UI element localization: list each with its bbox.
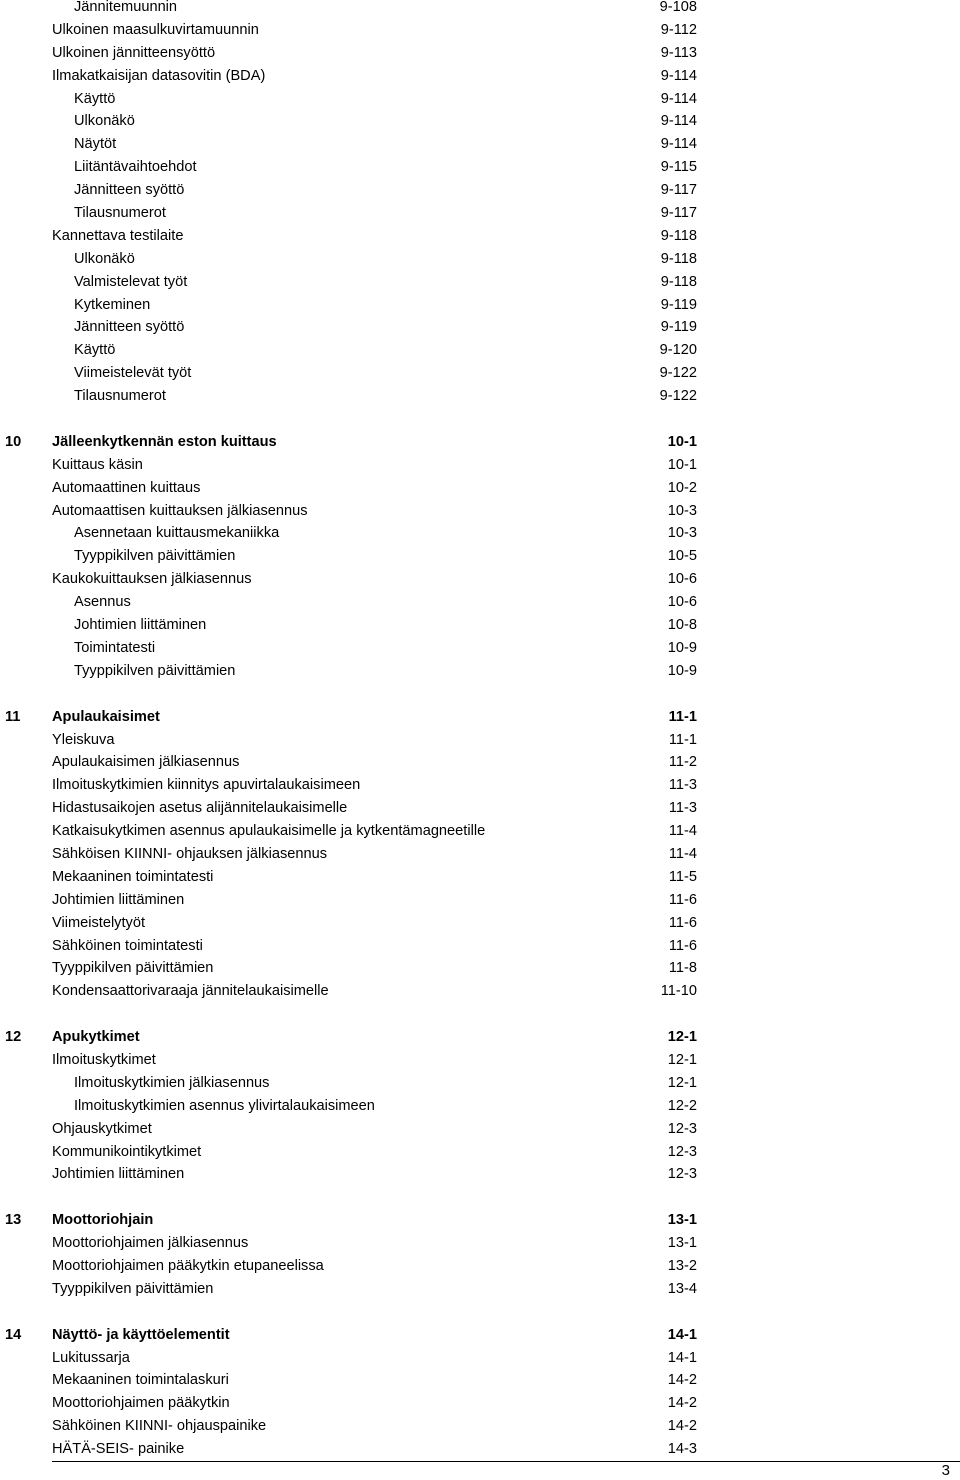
entry-page: 9-118 [660, 227, 697, 244]
entry-page: 11-6 [668, 937, 697, 954]
entry-title: Kaukokuittauksen jälkiasennus [52, 571, 252, 588]
toc-entry-row[interactable] [0, 339, 960, 362]
entry-title: Moottoriohjaimen pääkytkin etupaneelissa [52, 1257, 324, 1274]
entry-title: Kytkeminen [74, 296, 151, 313]
entry-title: Moottoriohjain [52, 1212, 154, 1229]
entry-page: 11-10 [660, 983, 697, 1000]
toc-entry-row[interactable] [0, 1415, 960, 1438]
entry-title: Ulkonäkö [74, 250, 135, 267]
toc-entry-row[interactable] [0, 866, 960, 889]
entry-page: 12-3 [667, 1120, 697, 1137]
toc-entry-row[interactable] [0, 912, 960, 935]
entry-title: Näyttö- ja käyttöelementit [52, 1326, 230, 1343]
section-gap [0, 683, 960, 706]
toc-entry-row[interactable] [0, 248, 960, 271]
entry-page: 10-8 [667, 617, 697, 634]
toc-chapter-row[interactable] [0, 431, 960, 454]
toc-entry-row[interactable] [0, 179, 960, 202]
toc-entry-row[interactable] [0, 1278, 960, 1301]
entry-title: Mekaaninen toimintalaskuri [52, 1372, 229, 1389]
entry-title: Yleiskuva [52, 731, 115, 748]
entry-page: 14-2 [667, 1395, 697, 1412]
section-gap [0, 1301, 960, 1324]
entry-title: Jälleenkytkennän eston kuittaus [52, 433, 277, 450]
entry-page: 10-2 [667, 479, 697, 496]
entry-title: Johtimien liittäminen [74, 617, 207, 634]
entry-title: Johtimien liittäminen [52, 1166, 185, 1183]
entry-page: 9-119 [660, 296, 697, 313]
toc-entry-row[interactable] [0, 156, 960, 179]
toc-entry-row[interactable] [0, 889, 960, 912]
toc-entry-row[interactable] [0, 637, 960, 660]
section-gap [0, 1186, 960, 1209]
entry-title: Ohjauskytkimet [52, 1120, 152, 1137]
toc-entry-row[interactable] [0, 591, 960, 614]
entry-page: 10-5 [667, 548, 697, 565]
toc-entry-row[interactable] [0, 1049, 960, 1072]
entry-title: Kuittaus käsin [52, 456, 143, 473]
entry-title: Automaattinen kuittaus [52, 479, 201, 496]
entry-title: Valmistelevat työt [74, 273, 188, 290]
page-number: 3 [941, 1462, 950, 1479]
entry-title: Tyyppikilven päivittämien [74, 548, 236, 565]
toc-entry-row[interactable] [0, 660, 960, 683]
toc-entry-row[interactable] [0, 957, 960, 980]
entry-page: 10-6 [667, 594, 697, 611]
toc-entry-row[interactable] [0, 477, 960, 500]
entry-page: 9-119 [660, 319, 697, 336]
entry-title: Toimintatesti [74, 639, 156, 656]
entry-title: Jännitteen syöttö [74, 182, 185, 199]
entry-page: 11-8 [668, 960, 697, 977]
entry-page: 14-1 [667, 1349, 697, 1366]
entry-page: 11-6 [668, 914, 697, 931]
toc-entry-row[interactable] [0, 1118, 960, 1141]
toc-entry-row[interactable] [0, 774, 960, 797]
entry-title: Automaattisen kuittauksen jälkiasennus [52, 502, 308, 519]
toc-entry-row[interactable] [0, 202, 960, 225]
entry-title: Moottoriohjaimen pääkytkin [52, 1395, 230, 1412]
toc-entry-row[interactable] [0, 614, 960, 637]
entry-page: 9-108 [659, 0, 697, 15]
toc-entry-row[interactable] [0, 65, 960, 88]
entry-page: 12-1 [667, 1029, 697, 1046]
toc-entry-row[interactable] [0, 1072, 960, 1095]
entry-title: Mekaaninen toimintatesti [52, 868, 214, 885]
entry-page: 11-3 [668, 800, 697, 817]
entry-title: Asennus [74, 594, 131, 611]
entry-page: 9-118 [660, 273, 697, 290]
entry-page: 12-3 [667, 1166, 697, 1183]
toc-entry-row[interactable] [0, 568, 960, 591]
chapter-number: 11 [5, 708, 21, 725]
entry-page: 12-1 [667, 1074, 697, 1091]
entry-title: Tilausnumerot [74, 388, 166, 405]
entry-page: 13-2 [667, 1257, 697, 1274]
entry-title: Hidastusaikojen asetus alijännitelaukaisimelle [52, 800, 348, 817]
toc-entry-row[interactable] [0, 1141, 960, 1164]
entry-page: 9-114 [660, 67, 697, 84]
entry-title: Asennetaan kuittausmekaniikka [74, 525, 280, 542]
entry-title: Ilmakatkaisijan datasovitin (BDA) [52, 67, 266, 84]
toc-chapter-row[interactable] [0, 1209, 960, 1232]
entry-page: 9-112 [660, 21, 697, 38]
toc-chapter-row[interactable] [0, 1324, 960, 1347]
entry-title: Ilmoituskytkimien asennus ylivirtalaukaisimeen [74, 1097, 375, 1114]
entry-page: 9-114 [660, 136, 697, 153]
entry-page: 10-9 [667, 662, 697, 679]
toc-entry-row[interactable] [0, 545, 960, 568]
entry-title: Ilmoituskytkimien jälkiasennus [74, 1074, 270, 1091]
toc-entry-row[interactable] [0, 500, 960, 523]
toc-entry-row[interactable] [0, 316, 960, 339]
toc-entry-row[interactable] [0, 1232, 960, 1255]
entry-page: 11-5 [668, 868, 697, 885]
toc-entry-row[interactable] [0, 1347, 960, 1370]
toc-entry-row[interactable] [0, 385, 960, 408]
entry-page: 11-1 [668, 708, 697, 725]
toc-entry-row[interactable] [0, 980, 960, 1003]
entry-page: 12-1 [667, 1051, 697, 1068]
entry-page: 12-2 [667, 1097, 697, 1114]
entry-title: Kommunikointikytkimet [52, 1143, 202, 1160]
toc-entry-row[interactable] [0, 133, 960, 156]
chapter-number: 12 [5, 1029, 22, 1046]
entry-title: Kannettava testilaite [52, 227, 184, 244]
entry-title: Tyyppikilven päivittämien [52, 960, 214, 977]
entry-title: Tyyppikilven päivittämien [74, 662, 236, 679]
entry-page: 9-115 [660, 159, 697, 176]
toc-entry-row[interactable] [0, 19, 960, 42]
entry-page: 9-114 [660, 90, 697, 107]
entry-title: Ilmoituskytkimien kiinnitys apuvirtalaukaisimeen [52, 777, 361, 794]
toc-entry-row[interactable] [0, 729, 960, 752]
entry-title: Liitäntävaihtoehdot [74, 159, 197, 176]
entry-title: Viimeistelytyöt [52, 914, 145, 931]
entry-title: Sähköinen toimintatesti [52, 937, 203, 954]
entry-page: 11-2 [668, 754, 697, 771]
toc-entry-row[interactable] [0, 0, 960, 19]
entry-title: HÄTÄ-SEIS- painike [52, 1441, 185, 1458]
entry-page: 9-118 [660, 250, 697, 267]
toc-entry-row[interactable] [0, 42, 960, 65]
toc-entry-row[interactable] [0, 522, 960, 545]
entry-page: 14-1 [667, 1326, 697, 1343]
entry-page: 9-122 [659, 365, 697, 382]
entry-page: 10-9 [667, 639, 697, 656]
toc-entry-row[interactable] [0, 820, 960, 843]
entry-page: 14-3 [667, 1441, 697, 1458]
toc-entry-row[interactable] [0, 1095, 960, 1118]
entry-page: 11-4 [668, 845, 697, 862]
entry-page: 13-1 [667, 1235, 697, 1252]
entry-title: Lukitussarja [52, 1349, 130, 1366]
entry-page: 9-120 [659, 342, 697, 359]
entry-page: 13-4 [667, 1280, 697, 1297]
entry-page: 9-122 [659, 388, 697, 405]
toc-entry-row[interactable] [0, 1163, 960, 1186]
entry-title: Käyttö [74, 342, 116, 359]
entry-page: 10-1 [667, 456, 697, 473]
section-gap [0, 408, 960, 431]
toc-chapter-row[interactable] [0, 1026, 960, 1049]
entry-title: Näytöt [74, 136, 117, 153]
toc-entry-row[interactable] [0, 1369, 960, 1392]
toc-entry-row[interactable] [0, 271, 960, 294]
entry-title: Käyttö [74, 90, 116, 107]
entry-title: Viimeistelevät työt [74, 365, 192, 382]
entry-title: Jännitemuunnin [74, 0, 178, 15]
toc-entry-row[interactable] [0, 751, 960, 774]
toc-entry-row[interactable] [0, 110, 960, 133]
chapter-number: 10 [5, 433, 22, 450]
entry-page: 9-117 [660, 205, 697, 222]
toc-entry-row[interactable] [0, 454, 960, 477]
entry-page: 10-1 [667, 433, 697, 450]
entry-title: Ulkonäkö [74, 113, 135, 130]
toc-entry-row[interactable] [0, 294, 960, 317]
entry-page: 11-6 [668, 891, 697, 908]
entry-page: 12-3 [667, 1143, 697, 1160]
entry-title: Johtimien liittäminen [52, 891, 185, 908]
entry-title: Apulaukaisimen jälkiasennus [52, 754, 240, 771]
section-gap [0, 1003, 960, 1026]
entry-title: Sähköinen KIINNI- ohjauspainike [52, 1418, 267, 1435]
toc-entry-row[interactable] [0, 935, 960, 958]
toc-entry-row[interactable] [0, 1392, 960, 1415]
entry-title: Ulkoinen jännitteensyöttö [52, 44, 216, 61]
toc-chapter-row[interactable] [0, 706, 960, 729]
entry-title: Jännitteen syöttö [74, 319, 185, 336]
toc-entry-row[interactable] [0, 797, 960, 820]
toc-entry-row[interactable] [0, 1255, 960, 1278]
entry-page: 10-3 [667, 525, 697, 542]
entry-page: 10-3 [667, 502, 697, 519]
entry-page: 9-113 [660, 44, 697, 61]
entry-title: Apulaukaisimet [52, 708, 160, 725]
entry-page: 10-6 [667, 571, 697, 588]
entry-page: 9-114 [660, 113, 697, 130]
chapter-number: 14 [5, 1326, 22, 1343]
entry-page: 11-1 [668, 731, 697, 748]
entry-title: Moottoriohjaimen jälkiasennus [52, 1235, 249, 1252]
toc-entry-row[interactable] [0, 843, 960, 866]
entry-title: Katkaisukytkimen asennus apulaukaisimelle ja kytkentämagneetille [52, 823, 486, 840]
entry-page: 14-2 [667, 1418, 697, 1435]
entry-title: Tyyppikilven päivittämien [52, 1280, 214, 1297]
entry-page: 14-2 [667, 1372, 697, 1389]
entry-page: 13-1 [667, 1212, 697, 1229]
entry-title: Ilmoituskytkimet [52, 1051, 156, 1068]
entry-page: 9-117 [660, 182, 697, 199]
entry-page: 11-4 [668, 823, 697, 840]
chapter-number: 13 [5, 1212, 22, 1229]
entry-title: Apukytkimet [52, 1029, 140, 1046]
toc-entry-row[interactable] [0, 88, 960, 111]
entry-title: Ulkoinen maasulkuvirtamuunnin [52, 21, 259, 38]
entry-title: Tilausnumerot [74, 205, 166, 222]
toc-entry-row[interactable] [0, 1438, 960, 1461]
toc-entry-row[interactable] [0, 225, 960, 248]
toc-entry-row[interactable] [0, 362, 960, 385]
entry-title: Kondensaattorivaraaja jännitelaukaisimelle [52, 983, 329, 1000]
footer-rule [52, 1461, 960, 1462]
entry-page: 11-3 [668, 777, 697, 794]
entry-title: Sähköisen KIINNI- ohjauksen jälkiasennus [52, 845, 328, 862]
